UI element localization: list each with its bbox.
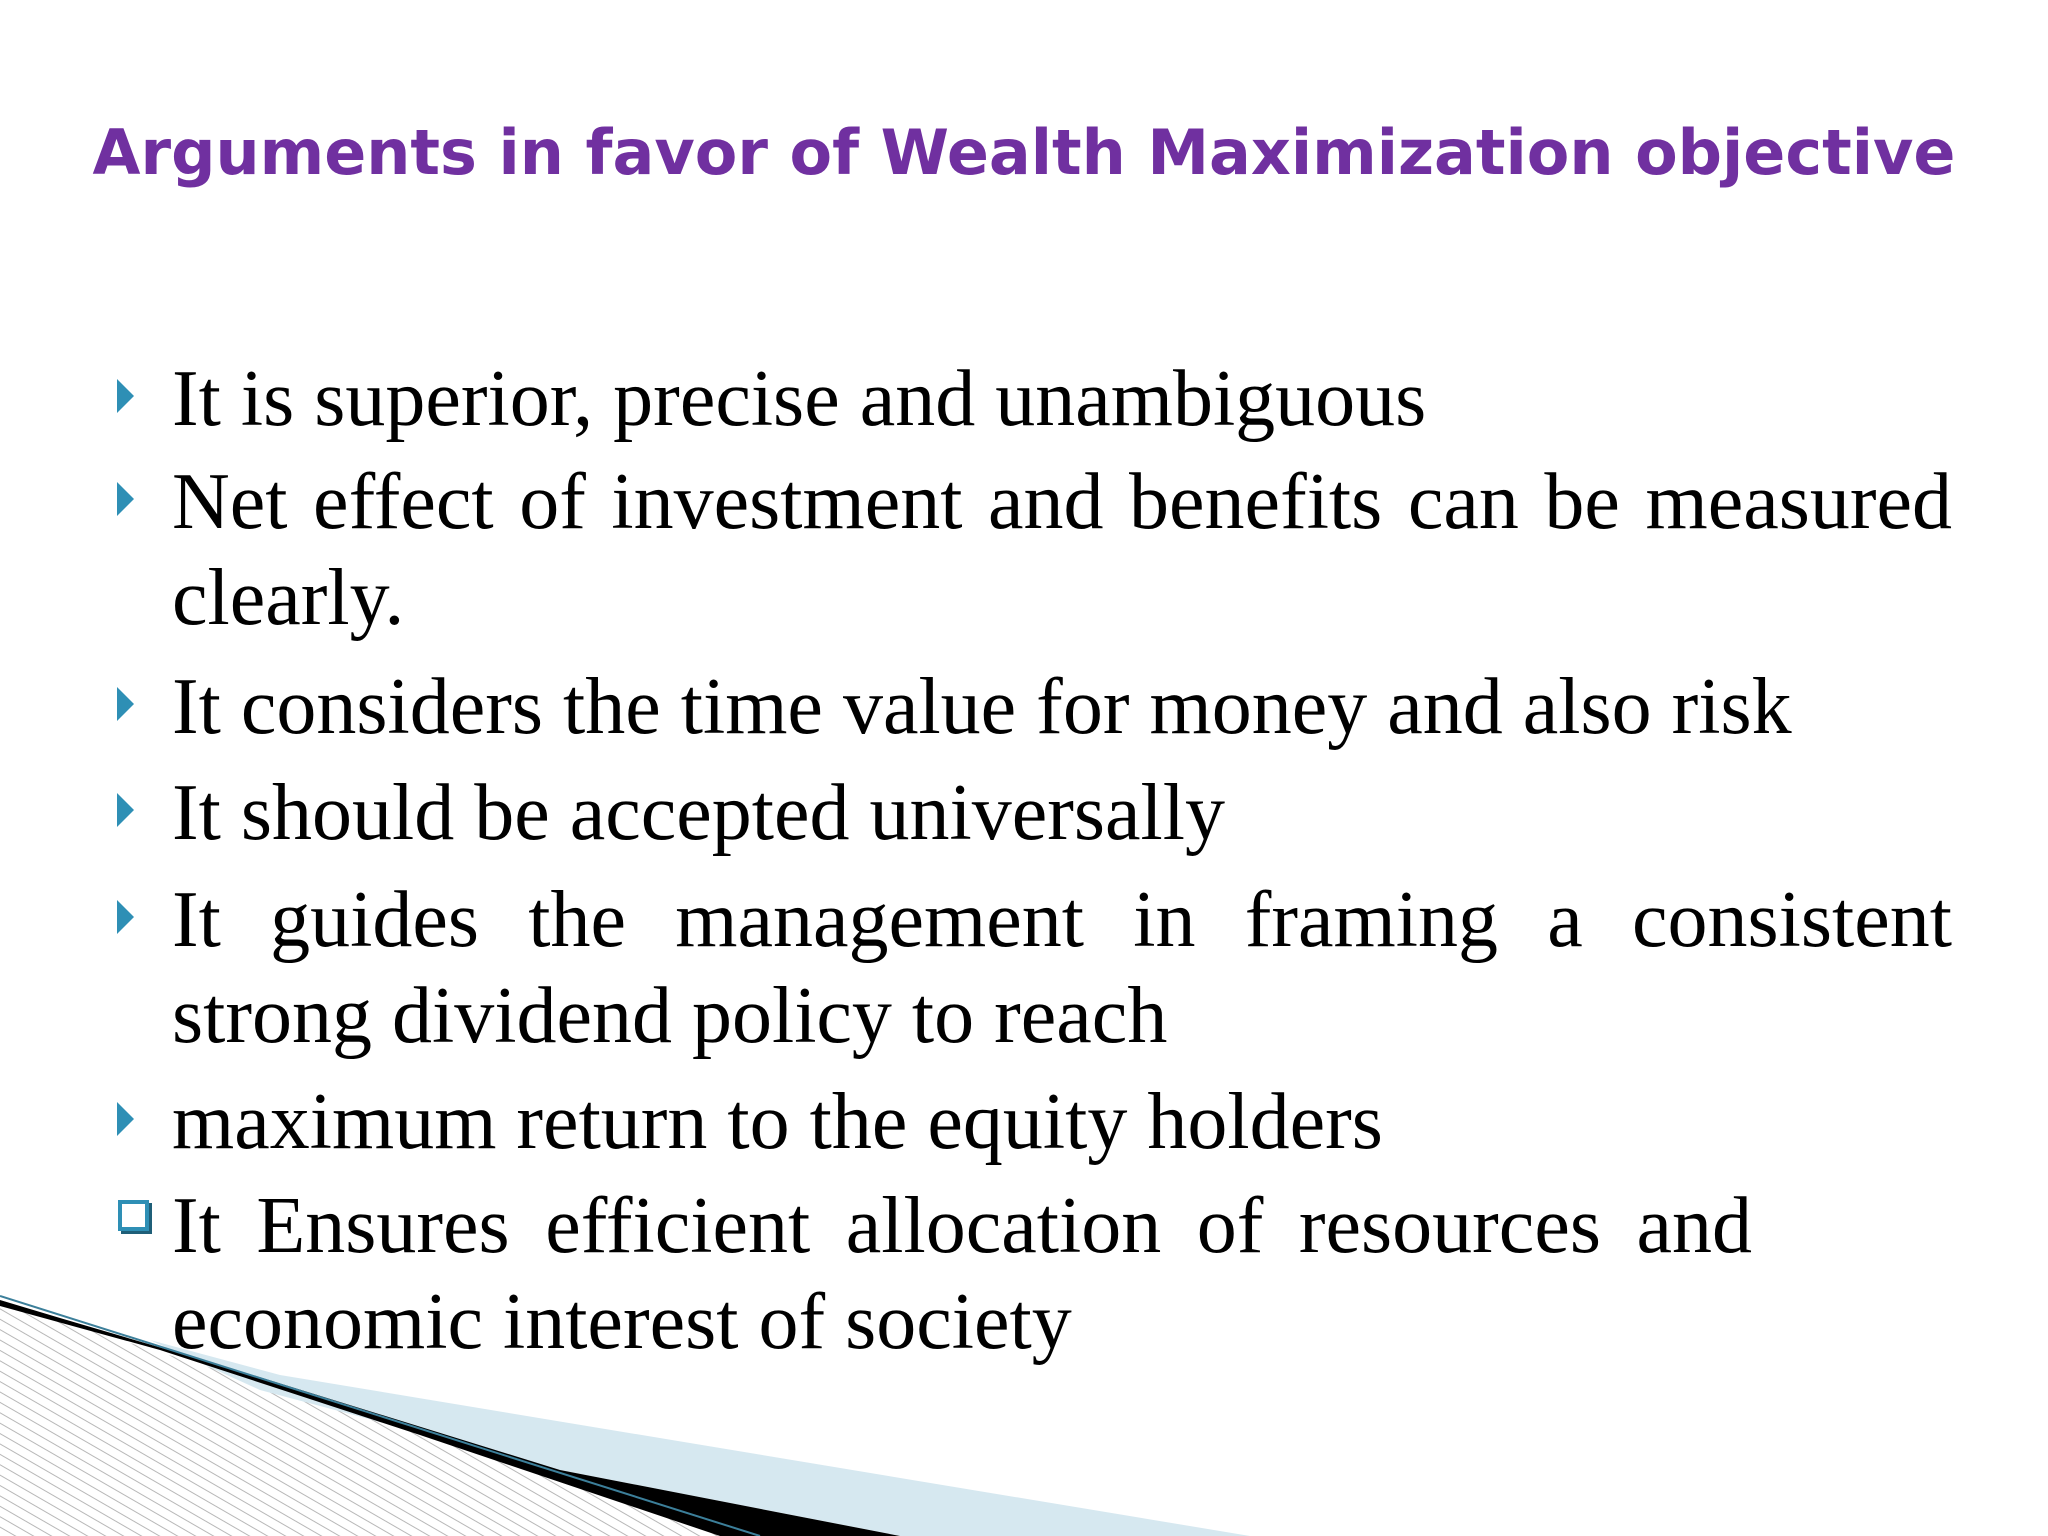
slide-title: Arguments in favor of Wealth Maximization objective bbox=[92, 116, 1956, 189]
triangle-right-icon bbox=[117, 482, 134, 516]
triangle-right-icon bbox=[117, 793, 134, 827]
triangle-right-icon bbox=[117, 687, 134, 721]
hollow-square-icon bbox=[118, 1200, 149, 1231]
triangle-right-icon bbox=[117, 900, 134, 934]
bullet-item: It guides the management in framing a consistent strong dividend policy to reach bbox=[172, 876, 1952, 1060]
bullet-item: It considers the time value for money and also risk bbox=[172, 663, 1792, 751]
triangle-right-icon bbox=[117, 379, 134, 413]
bullet-item: maximum return to the equity holders bbox=[172, 1078, 1383, 1166]
triangle-right-icon bbox=[117, 1102, 134, 1136]
bullet-item: Net effect of investment and benefits can be measured clearly. bbox=[172, 458, 1952, 642]
bullet-item: It is superior, precise and unambiguous bbox=[172, 355, 1427, 443]
bullet-item: It Ensures efficient allocation of resources and economic interest of society bbox=[172, 1182, 1752, 1366]
bullet-item: It should be accepted universally bbox=[172, 769, 1225, 857]
